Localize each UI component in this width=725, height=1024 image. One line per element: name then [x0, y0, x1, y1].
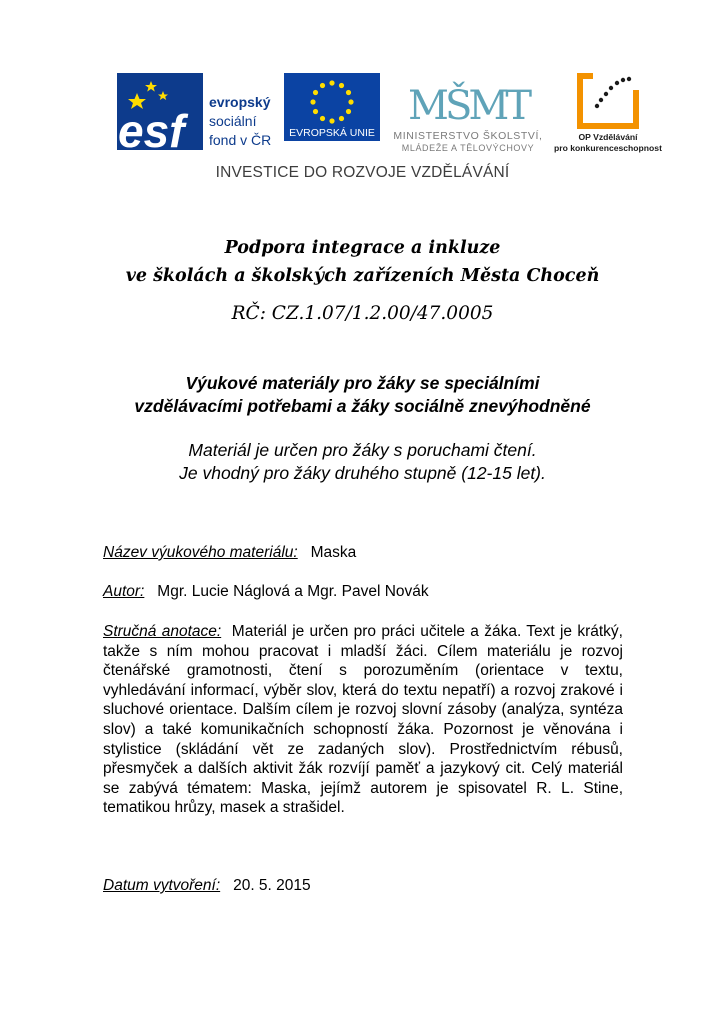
- eu-caption: EVROPSKÁ UNIE: [289, 127, 375, 139]
- logo-bar: [0, 0, 725, 190]
- msmt-line-2: MLÁDEŽE A TĚLOVÝCHOVY: [401, 143, 535, 153]
- op-line-1: OP Vzdělávání: [578, 132, 638, 142]
- title-line-1: Podpora integrace a inkluze: [224, 238, 501, 258]
- op-logo: [553, 70, 663, 156]
- msmt-line-1: MINISTERSTVO ŠKOLSTVÍ,: [393, 130, 543, 142]
- msmt-logo: [385, 71, 551, 155]
- nazev-value: Maska: [310, 544, 357, 561]
- anotace-label: Stručná anotace:: [103, 623, 222, 640]
- target-audience: [0, 439, 725, 485]
- esf-line-3: fond v ČR: [209, 132, 272, 148]
- autor-label: Autor:: [103, 583, 145, 600]
- esf-mark: esf: [118, 105, 185, 150]
- title-line-2: ve školách a školských zařízeních Města Choceň: [125, 266, 600, 286]
- field-autor: [103, 582, 623, 602]
- field-nazev: [103, 543, 623, 563]
- target-line-2: Je vhodný pro žáky druhého stupně (12-15 let).: [179, 463, 546, 483]
- msmt-mark: MŠMT: [408, 83, 528, 129]
- investice-heading: INVESTICE DO ROZVOJE VZDĚLÁVÁNÍ: [215, 164, 510, 181]
- op-line-2: pro konkurenceschopnost: [554, 143, 662, 153]
- target-line-1: Materiál je určen pro žáky s poruchami čtení.: [188, 440, 537, 460]
- eu-flag-logo: [284, 73, 380, 141]
- document-subtitle: [0, 372, 725, 418]
- field-datum: [103, 876, 623, 896]
- anotace-value: Materiál je určen pro práci učitele a žáka. Text je krátký, takže s ním mohou pracovat i mladší žáci. Cílem materiálu je rozvoj čtenářské gramotnosti, čtení s porozuměním (orientace v textu, vyhledávání informací, výběr slov, která do textu nepatří) a rozvoj zrakové i sluchové orientace. Dalším cílem je rozvoj slovní zásoby (analýza, syntéza slov) a také komunikačních schopností žáka. Pozornost je věnována i stylistice (skládání vět ze zadaných slov). Prostřednictvím rébusů, přesmyček a dalších aktivit žák rozvíjí paměť a jazykový cit. Celý materiál se zabývá tématem: Maska, jejímž autorem je spisovatel R. L. Stine, tematikou hrůzy, masek a strašidel.: [103, 623, 623, 817]
- subtitle-line-2: vzdělávacími potřebami a žáky sociálně znevýhodněné: [134, 396, 591, 416]
- nazev-label: Název výukového materiálu:: [103, 544, 298, 561]
- datum-label: Datum vytvoření:: [103, 877, 221, 894]
- autor-value: Mgr. Lucie Náglová a Mgr. Pavel Novák: [157, 583, 429, 600]
- field-anotace: [103, 622, 623, 818]
- esf-logo: [117, 73, 277, 150]
- registration-number: RČ: CZ.1.07/1.2.00/47.0005: [231, 303, 494, 324]
- datum-value: 20. 5. 2015: [233, 877, 311, 894]
- esf-line-1: evropský: [209, 94, 271, 110]
- esf-line-2: sociální: [209, 113, 257, 129]
- document-title: [0, 234, 725, 290]
- subtitle-line-1: Výukové materiály pro žáky se speciálními: [185, 373, 540, 393]
